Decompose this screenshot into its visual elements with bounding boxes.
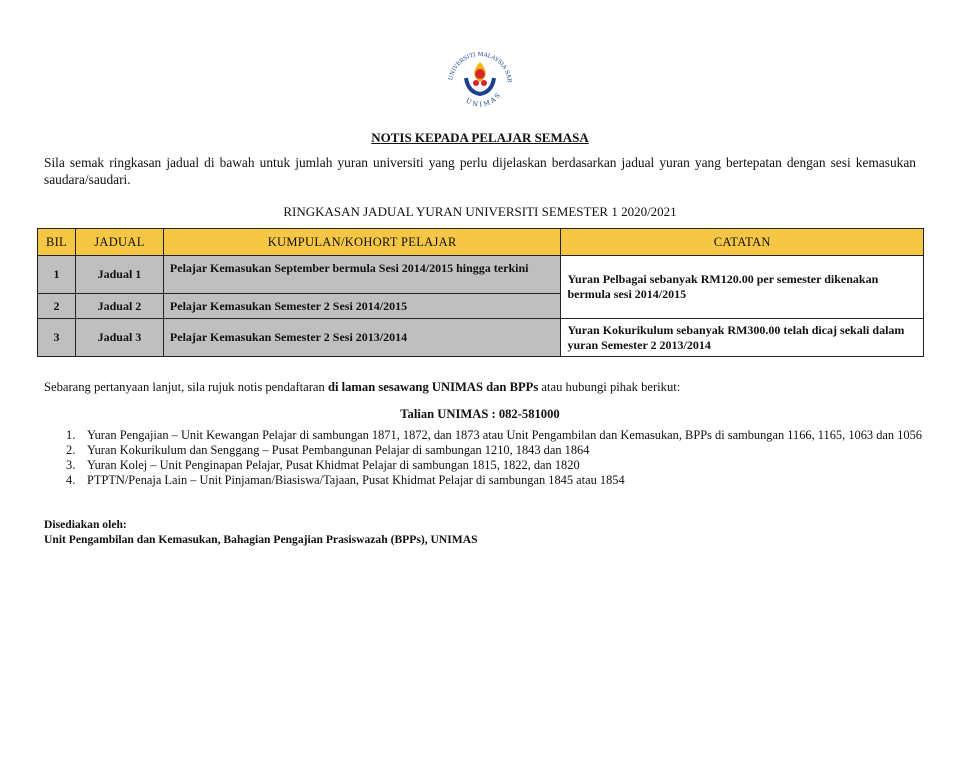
row-jadual: Jadual 1	[75, 256, 163, 294]
table-title: RINGKASAN JADUAL YURAN UNIVERSITI SEMESTER 1 2020/2021	[283, 204, 677, 219]
row-catatan: Yuran Pelbagai sebanyak RM120.00 per semester dikenakan bermula sesi 2014/2015	[561, 256, 924, 319]
row-bil: 3	[38, 319, 76, 357]
svg-text:UNIVERSITI MALAYSIA SARAWAK	[432, 40, 512, 84]
table-header-row	[38, 229, 924, 256]
row-kumpulan: Pelajar Kemasukan September bermula Sesi 2014/2015 hingga terkini	[163, 256, 561, 294]
header-bil: BIL	[38, 229, 76, 256]
list-item	[66, 443, 936, 458]
list-item	[66, 428, 936, 443]
list-text: Yuran Pengajian – Unit Kewangan Pelajar di sambungan 1871, 1872, dan 1873 atau Unit Pengambilan dan Kemasukan, BPPs di sambungan 1166, 1165, 1063 dan 1056	[87, 428, 922, 442]
row-jadual: Jadual 3	[75, 319, 163, 357]
header-kumpulan: KUMPULAN/KOHORT PELAJAR	[163, 229, 561, 256]
notice-title: NOTIS KEPADA PELAJAR SEMASA	[371, 130, 589, 145]
table-row	[38, 256, 924, 294]
prepared-unit: Unit Pengambilan dan Kemasukan, Bahagian Pengajian Prasiswazah (BPPs), UNIMAS	[44, 533, 478, 546]
enquiry-text	[44, 380, 924, 395]
hotline: Talian UNIMAS : 082-581000	[400, 407, 560, 421]
header-jadual: JADUAL	[75, 229, 163, 256]
list-text: PTPTN/Penaja Lain – Unit Pinjaman/Biasiswa/Tajaan, Pusat Khidmat Pelajar di sambungan 1845 atau 1854	[87, 473, 625, 487]
notice-intro: Sila semak ringkasan jadual di bawah untuk jumlah yuran universiti yang perlu dijelaskan berdasarkan jadual yuran yang bertepatan dengan sesi kemasukan saudara/saudari.	[44, 155, 916, 187]
unimas-logo	[432, 40, 528, 114]
table-row	[38, 319, 924, 357]
row-catatan: Yuran Kokurikulum sebanyak RM300.00 telah dicaj sekali dalam yuran Semester 2 2013/2014	[561, 319, 924, 357]
list-item	[66, 473, 936, 488]
contact-list	[66, 428, 936, 488]
list-text: Yuran Kokurikulum dan Senggang – Pusat Pembangunan Pelajar di sambungan 1210, 1843 dan 1864	[87, 443, 590, 457]
fee-schedule-table	[37, 228, 924, 357]
logo-acronym: UNIMAS	[464, 90, 504, 109]
list-text: Yuran Kolej – Unit Penginapan Pelajar, Pusat Khidmat Pelajar di sambungan 1815, 1822, dan 1820	[87, 458, 580, 472]
prepared-label: Disediakan oleh:	[44, 518, 127, 531]
enquiry-text-start: Sebarang pertanyaan lanjut, sila rujuk notis pendaftaran	[44, 380, 328, 394]
enquiry-text-end: atau hubungi pihak berikut:	[538, 380, 681, 394]
row-bil: 2	[38, 294, 76, 319]
list-number: 2.	[66, 443, 76, 457]
header-catatan: CATATAN	[561, 229, 924, 256]
row-kumpulan: Pelajar Kemasukan Semester 2 Sesi 2014/2015	[163, 294, 561, 319]
list-number: 4.	[66, 473, 76, 487]
row-jadual: Jadual 2	[75, 294, 163, 319]
list-number: 3.	[66, 458, 76, 472]
list-number: 1.	[66, 428, 76, 442]
list-item	[66, 458, 936, 473]
enquiry-website-ref: di laman sesawang UNIMAS dan BPPs	[327, 380, 539, 394]
row-kumpulan: Pelajar Kemasukan Semester 2 Sesi 2013/2014	[163, 319, 561, 357]
prepared-by	[44, 517, 478, 547]
row-bil: 1	[38, 256, 76, 294]
logo-arc-text: UNIVERSITI MALAYSIA SAR	[448, 51, 513, 83]
